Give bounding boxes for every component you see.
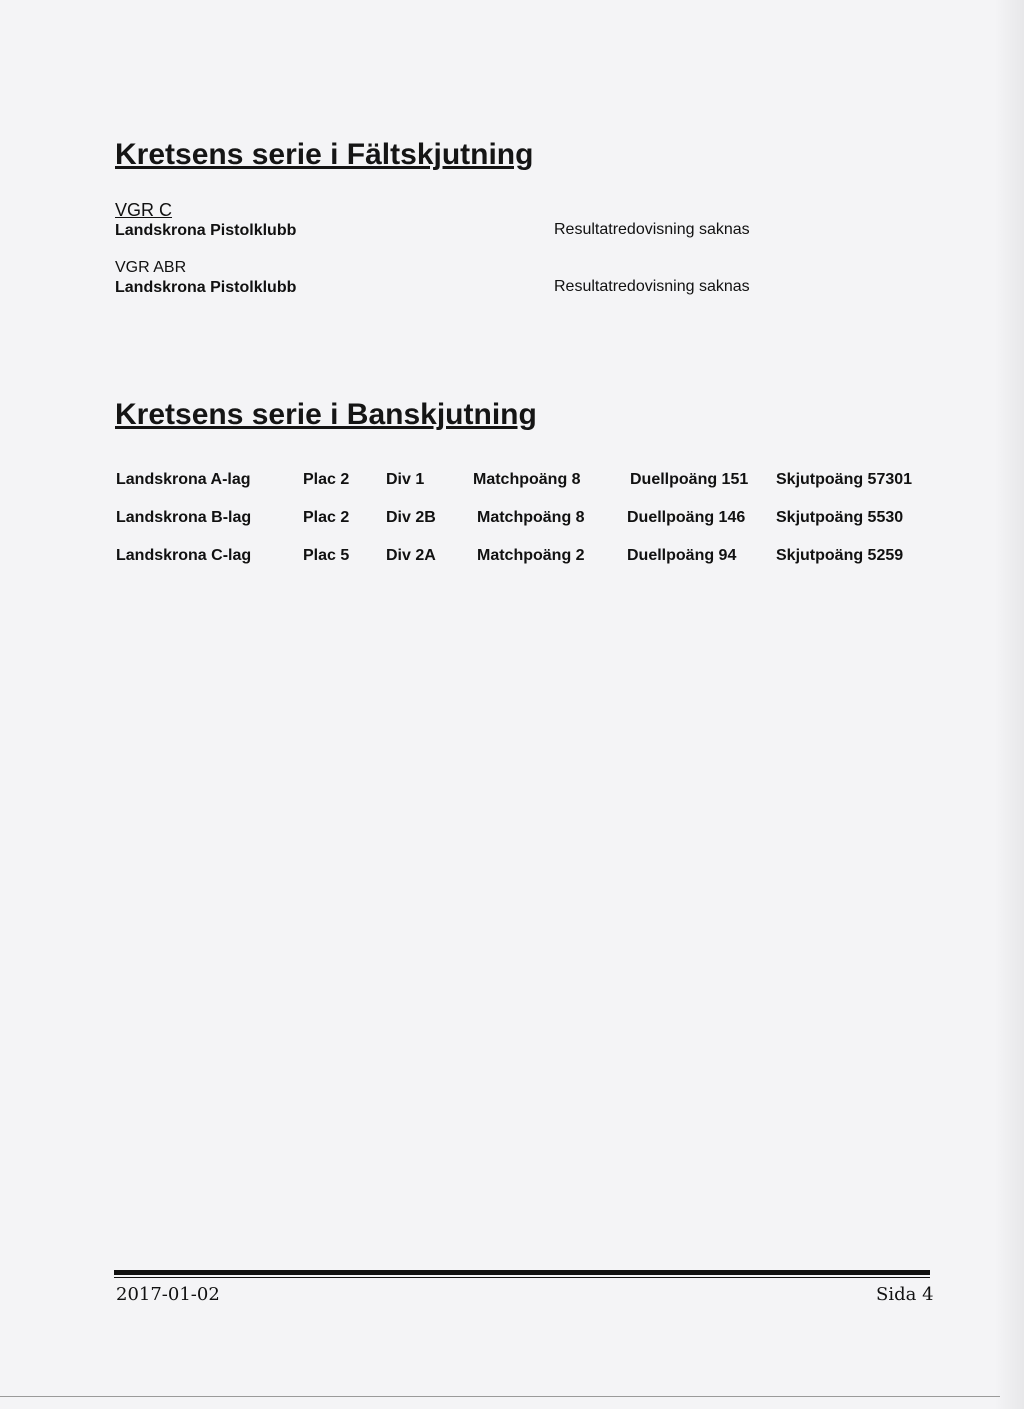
team-name: Landskrona B-lag [116,509,252,526]
placement: Plac 5 [303,547,350,564]
page-number: Sida 4 [876,1284,934,1305]
duel-points: Duellpoäng 151 [630,471,749,488]
placement: Plac 2 [303,471,350,488]
placement: Plac 2 [303,509,350,526]
match-points: Matchpoäng 8 [473,471,581,488]
match-points: Matchpoäng 8 [477,509,585,526]
section-heading-faltskjutning: Kretsens serie i Fältskjutning [115,138,534,171]
division: Div 1 [386,471,425,488]
division: Div 2B [386,509,436,526]
duel-points: Duellpoäng 146 [627,509,746,526]
shooting-points: Skjutpoäng 57301 [776,471,913,488]
club-name: Landskrona Pistolklubb [115,222,297,239]
result-status: Resultatredovisning saknas [554,278,750,295]
duel-points: Duellpoäng 94 [627,547,737,564]
class-name: VGR ABR [115,259,187,276]
class-name: VGR C [115,200,173,220]
scan-edge-line [0,1396,1000,1397]
result-status: Resultatredovisning saknas [554,221,750,238]
team-name: Landskrona A-lag [116,471,251,488]
footer-rule-thin [114,1277,930,1278]
division: Div 2A [386,547,436,564]
club-name: Landskrona Pistolklubb [115,279,297,296]
footer-date: 2017-01-02 [116,1284,220,1305]
team-name: Landskrona C-lag [116,547,252,564]
section-heading-banskjutning: Kretsens serie i Banskjutning [115,398,537,431]
match-points: Matchpoäng 2 [477,547,585,564]
footer-rule [114,1270,930,1275]
scan-shadow [994,0,1024,1409]
shooting-points: Skjutpoäng 5530 [776,509,904,526]
shooting-points: Skjutpoäng 5259 [776,547,904,564]
